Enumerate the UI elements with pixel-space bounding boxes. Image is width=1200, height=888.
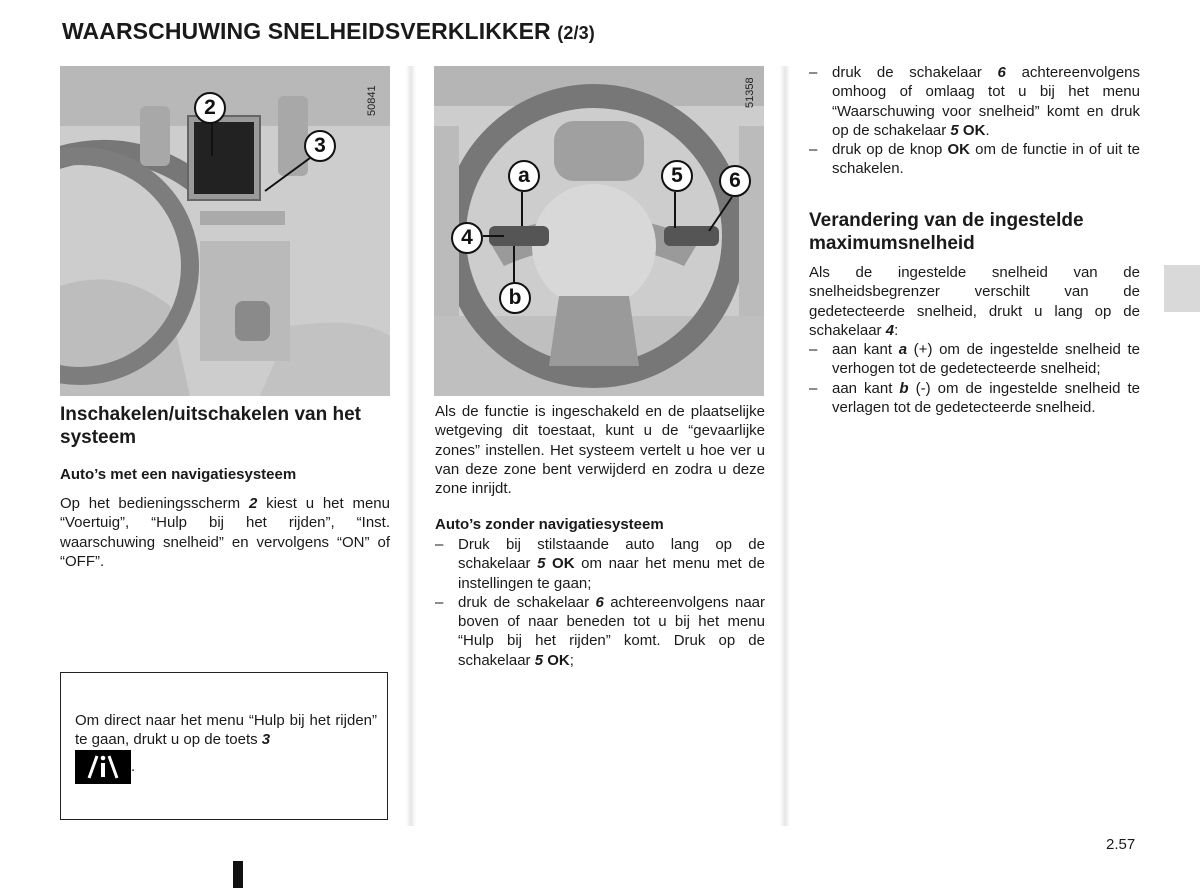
instruction-list — [435, 535, 765, 670]
dashboard-photo — [60, 66, 390, 396]
callout-6: 6 — [719, 165, 751, 197]
page-title — [62, 18, 595, 45]
list-item: – druk op de knop OK om de functie in of uit te schakelen. — [809, 140, 1140, 179]
page-title-part: (2/3) — [557, 23, 595, 43]
note-box — [60, 672, 388, 820]
callout-leader-lines — [60, 66, 390, 396]
chapter-tab — [1164, 265, 1200, 312]
page-edge-mark — [233, 861, 243, 888]
driving-assistance-icon — [75, 750, 131, 784]
page-title-main: WAARSCHUWING SNELHEIDSVERKLIKKER — [62, 18, 551, 44]
callout-3: 3 — [304, 130, 336, 162]
callout-5: 5 — [661, 160, 693, 192]
callout-leader-lines — [434, 66, 764, 396]
page-number: 2.57 — [1106, 836, 1136, 853]
section-subheading: Auto’s met een navigatiesysteem — [60, 466, 297, 483]
figure-reference: 51358 — [744, 77, 756, 108]
section-body — [809, 263, 1140, 417]
callout-b: b — [499, 282, 531, 314]
section-heading: Inschakelen/uitschakelen van het systeem — [60, 404, 361, 448]
section-heading: Verandering van de ingestelde maximumsnelheid — [809, 210, 1084, 254]
callout-4: 4 — [451, 222, 483, 254]
callout-a: a — [508, 160, 540, 192]
list-item: – druk de schakelaar 6 achtereenvolgens naar boven of naar beneden tot u bij het menu “Hulp bij het rijden” komt. Druk op de schakelaar 5 OK; — [435, 593, 765, 670]
list-item: – Druk bij stilstaande auto lang op de schakelaar 5 OK om naar het menu met de instellingen te gaan; — [435, 535, 765, 593]
callout-2: 2 — [194, 92, 226, 124]
figure-reference: 50841 — [366, 85, 378, 116]
paragraph: Als de ingestelde snelheid van de snelheidsbegrenzer verschilt van de gedetecteerde snelheid, drukt u lang op de schakelaar 4: — [809, 264, 1140, 339]
paragraph: Als de functie is ingeschakeld en de plaatselijke wetgeving dit toestaat, kunt u de “gevaarlijke zones” instellen. Het systeem vertelt u hoe ver u van deze zone bent verwijderd en zodra u deze zone inrijdt. — [435, 403, 765, 498]
steering-wheel-photo — [434, 66, 764, 396]
section-subheading: Auto’s zonder navigatiesysteem — [435, 516, 664, 533]
list-item: – druk de schakelaar 6 achtereenvolgens omhoog of omlaag tot u bij het menu “Waarschuwing voor snelheid” komt en druk op de schakelaar 5 OK. — [809, 63, 1140, 140]
paragraph: Op het bedieningsscherm 2 kiest u het menu “Voertuig”, “Hulp bij het rijden”, “Inst. waarschuwing snelheid” en vervolgens “ON” of “OFF”. — [60, 495, 390, 570]
column-divider — [406, 66, 416, 826]
note-text: Om direct naar het menu “Hulp bij het rijden” te gaan, drukt u op de toets 3 . — [75, 711, 377, 784]
list-item: – aan kant b (-) om de ingestelde snelheid te verlagen tot de gedetecteerde snelheid. — [809, 379, 1140, 418]
list-item: – aan kant a (+) om de ingestelde snelheid te verhogen tot de gedetecteerde snelheid; — [809, 340, 1140, 379]
instruction-list — [809, 63, 1140, 179]
column-divider — [780, 66, 790, 826]
